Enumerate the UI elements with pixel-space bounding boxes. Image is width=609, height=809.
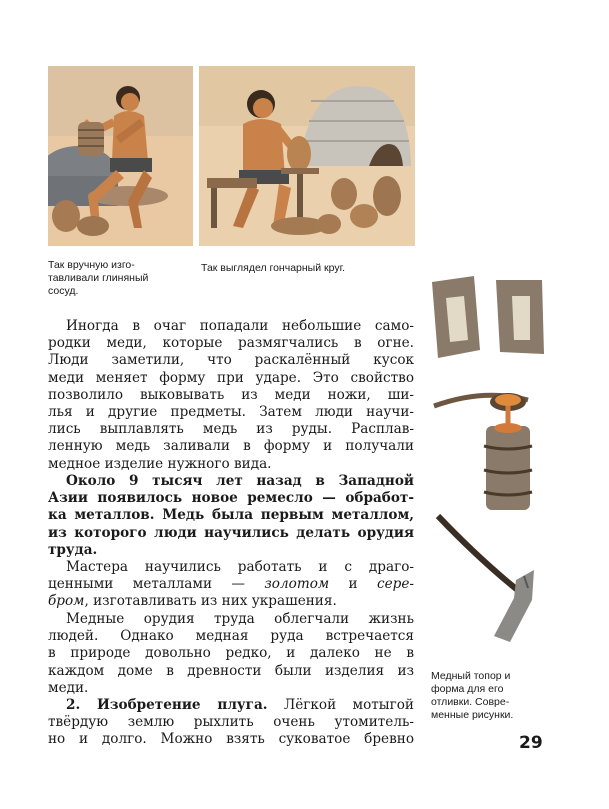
text-line: лья и другие предметы. Затем люди научи- xyxy=(48,404,414,421)
caption-potters-wheel: Так выглядел гончарный круг. xyxy=(201,262,346,274)
text-line: ленную медь заливали в форму и получали xyxy=(48,438,414,455)
text-line: Мастера научились работать и с драго- xyxy=(66,559,414,575)
figure-copper-axe xyxy=(424,270,554,662)
copper-axe-illustration xyxy=(424,270,554,662)
text-line xyxy=(48,697,414,714)
text-line: меди меняет форму при ударе. Это свойство xyxy=(48,369,414,386)
text-line: Люди заметили, что раскалённый кусок xyxy=(48,352,414,369)
text-fragment: , изготавливать из них украшения. xyxy=(84,593,337,610)
caption-hand-pottery: Так вручную изго- тавливали глиняный сосуд. xyxy=(48,259,149,297)
caption-copper-axe: Медный топор и форма для его отливки. Совре- менные рисунки. xyxy=(431,670,514,721)
text-line: позволило выковывать из меди ножи, ши- xyxy=(48,386,414,403)
text-line: из которого люди научились делать орудия xyxy=(48,524,414,541)
text-line: каждом доме в древности были изделия из xyxy=(48,662,414,679)
text-line: Иногда в очаг попадали небольшие само- xyxy=(66,318,414,334)
hand-pottery-illustration xyxy=(48,66,193,246)
text-line: но и долго. Можно взять суковатое бревно xyxy=(48,731,414,748)
term-gold: золотом xyxy=(264,576,330,593)
paragraph-copper-tools xyxy=(48,611,414,697)
text-line: меди. xyxy=(48,679,89,696)
text-line: твёрдую землю рыхлить очень утомитель- xyxy=(48,714,414,731)
text-line: Около 9 тысяч лет назад в Западной xyxy=(66,473,414,489)
text-line: лись выплавлять медь из руды. Расплав- xyxy=(48,421,414,438)
text-line: Азии появилось новое ремесло — обработ- xyxy=(48,490,414,507)
text-line: родки меди, которые размягчались в огне. xyxy=(48,335,414,352)
text-line: в природе довольно редко, и далеко не в xyxy=(48,645,414,662)
potters-wheel-illustration xyxy=(199,66,415,246)
text-line xyxy=(48,593,414,610)
text-line: Медные орудия труда облегчали жизнь xyxy=(66,611,414,627)
paragraph-copper-nuggets xyxy=(48,318,414,473)
paragraph-precious-metals xyxy=(48,559,414,611)
term-silver: сере- xyxy=(377,576,415,593)
figure-potters-wheel xyxy=(199,66,415,246)
text-line: медное изделие нужного вида. xyxy=(48,455,272,472)
text-line: труда. xyxy=(48,541,98,558)
paragraph-plough xyxy=(48,697,414,749)
page-number: 29 xyxy=(519,733,543,753)
term-silver-end: бром xyxy=(48,593,85,610)
figure-hand-pottery xyxy=(48,66,193,246)
paragraph-metalworking xyxy=(48,473,414,559)
text-line: ка металлов. Медь была первым металлом, xyxy=(48,507,414,524)
section-heading-plough: 2. Изобретение плуга. xyxy=(66,697,268,713)
text-line xyxy=(48,576,414,593)
text-line: людей. Однако медная руда встречается xyxy=(48,628,414,645)
text-fragment: ценными металлами — xyxy=(48,576,265,593)
text-fragment: Лёгкой мотыгой xyxy=(267,697,414,713)
text-fragment: и xyxy=(329,576,378,593)
